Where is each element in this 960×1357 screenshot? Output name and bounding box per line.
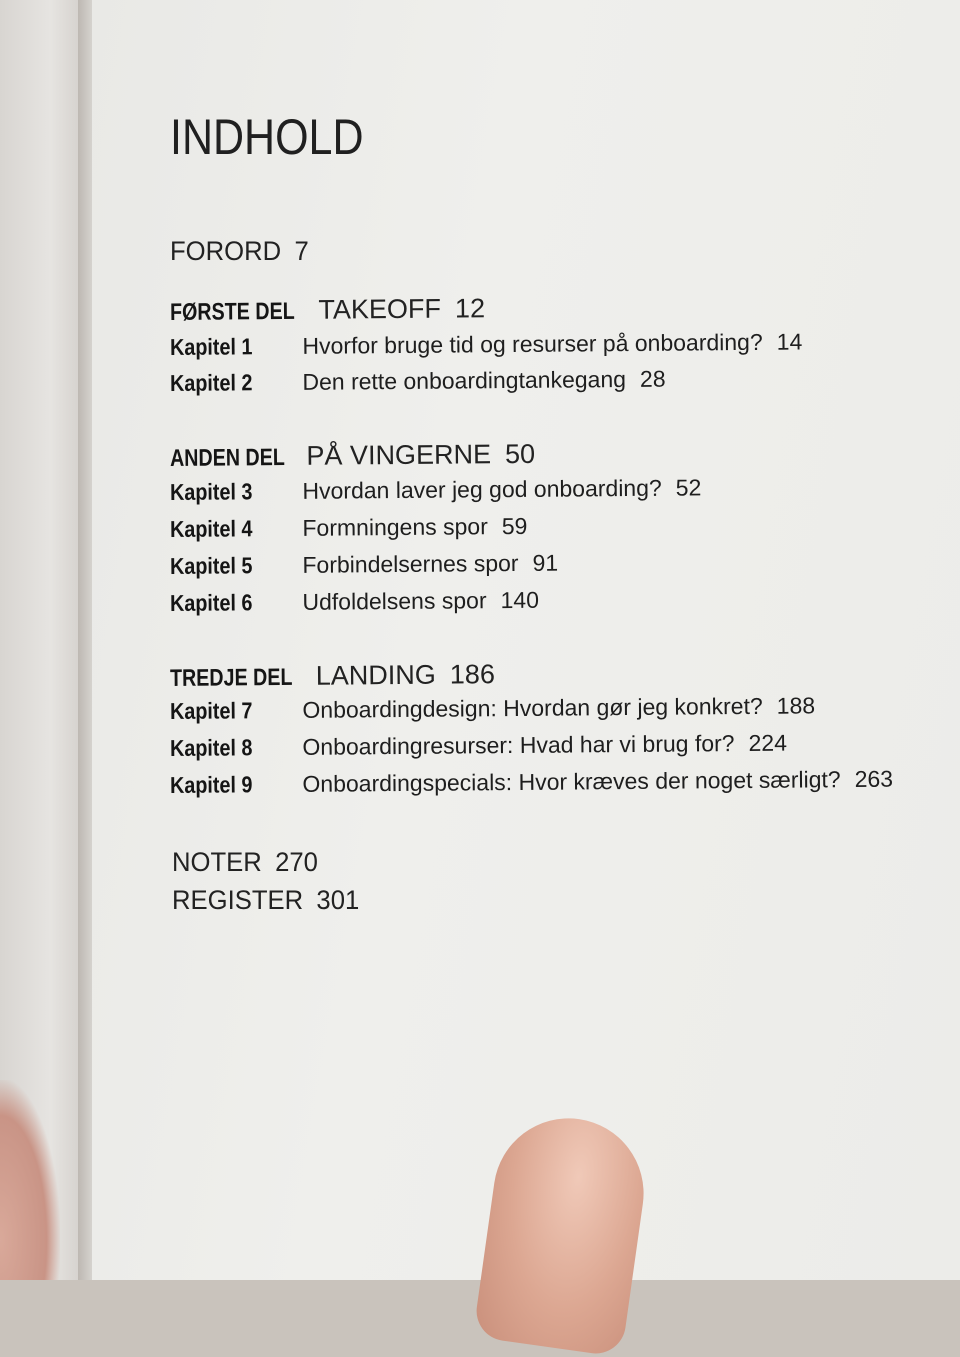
part-heading bbox=[170, 439, 535, 473]
part-heading bbox=[170, 659, 495, 693]
chapter-title: Hvorfor bruge tid og resurser på onboarding? bbox=[302, 328, 763, 359]
chapter-page: 140 bbox=[500, 586, 540, 614]
chapter-label: Kapitel 8 bbox=[169, 734, 253, 761]
chapter-label: Kapitel 3 bbox=[169, 478, 253, 505]
table-of-contents bbox=[92, 0, 960, 1280]
part-label: TREDJE DEL bbox=[169, 663, 293, 692]
chapter-label: Kapitel 1 bbox=[169, 333, 253, 360]
chapter-title: Formningens spor bbox=[302, 513, 488, 541]
chapter-page: 28 bbox=[639, 365, 666, 392]
chapter-page: 91 bbox=[532, 549, 559, 576]
chapter-label: Kapitel 2 bbox=[169, 369, 253, 396]
toc-title: INDHOLD bbox=[170, 109, 364, 165]
chapter-title: Den rette onboardingtankegang bbox=[302, 366, 627, 395]
register-label: REGISTER bbox=[172, 885, 304, 915]
chapter-row bbox=[170, 692, 815, 725]
chapter-title: Hvordan laver jeg god onboarding? bbox=[302, 474, 662, 504]
chapter-label: Kapitel 6 bbox=[169, 589, 253, 616]
chapter-row bbox=[170, 587, 539, 617]
chapter-page: 188 bbox=[776, 692, 816, 719]
part-page: 186 bbox=[449, 659, 496, 690]
chapter-row bbox=[170, 366, 666, 397]
chapter-page: 59 bbox=[501, 512, 528, 540]
part-label: FØRSTE DEL bbox=[169, 297, 295, 326]
chapter-row bbox=[170, 766, 893, 799]
part-heading bbox=[170, 293, 485, 327]
chapter-title: Onboardingdesign: Hvordan gør jeg konkret? bbox=[302, 692, 763, 723]
toc-forord bbox=[170, 236, 309, 267]
chapter-title: Onboardingresurser: Hvad har vi brug for? bbox=[302, 730, 735, 760]
chapter-title: Forbindelsernes spor bbox=[302, 549, 519, 578]
chapter-label: Kapitel 5 bbox=[169, 552, 253, 579]
register-page: 301 bbox=[316, 885, 360, 915]
forord-page: 7 bbox=[294, 236, 309, 266]
thumb-left bbox=[0, 1080, 60, 1280]
chapter-page: 224 bbox=[748, 729, 788, 756]
chapter-page: 14 bbox=[776, 328, 803, 355]
chapter-row bbox=[170, 328, 803, 361]
chapter-title: Onboardingspecials: Hvor kræves der noget særligt? bbox=[302, 766, 841, 797]
chapter-page: 52 bbox=[675, 474, 702, 501]
chapter-page: 263 bbox=[854, 765, 894, 793]
part-title: PÅ VINGERNE bbox=[306, 439, 492, 471]
chapter-row bbox=[170, 513, 528, 543]
part-label: ANDEN DEL bbox=[169, 443, 285, 472]
chapter-row bbox=[170, 550, 558, 580]
chapter-label: Kapitel 7 bbox=[169, 697, 253, 724]
book-page bbox=[92, 0, 960, 1280]
chapter-label: Kapitel 9 bbox=[169, 771, 253, 798]
toc-noter bbox=[172, 847, 318, 878]
chapter-row bbox=[170, 730, 787, 762]
forord-label: FORORD bbox=[170, 236, 282, 266]
part-title: TAKEOFF bbox=[318, 293, 442, 325]
chapter-label: Kapitel 4 bbox=[169, 515, 253, 542]
noter-page: 270 bbox=[275, 847, 318, 877]
part-page: 50 bbox=[504, 438, 536, 470]
part-title: LANDING bbox=[315, 659, 436, 691]
toc-register bbox=[172, 885, 359, 916]
chapter-row bbox=[170, 474, 702, 506]
chapter-title: Udfoldelsens spor bbox=[302, 587, 487, 615]
part-page: 12 bbox=[454, 293, 486, 324]
noter-label: NOTER bbox=[172, 847, 262, 877]
